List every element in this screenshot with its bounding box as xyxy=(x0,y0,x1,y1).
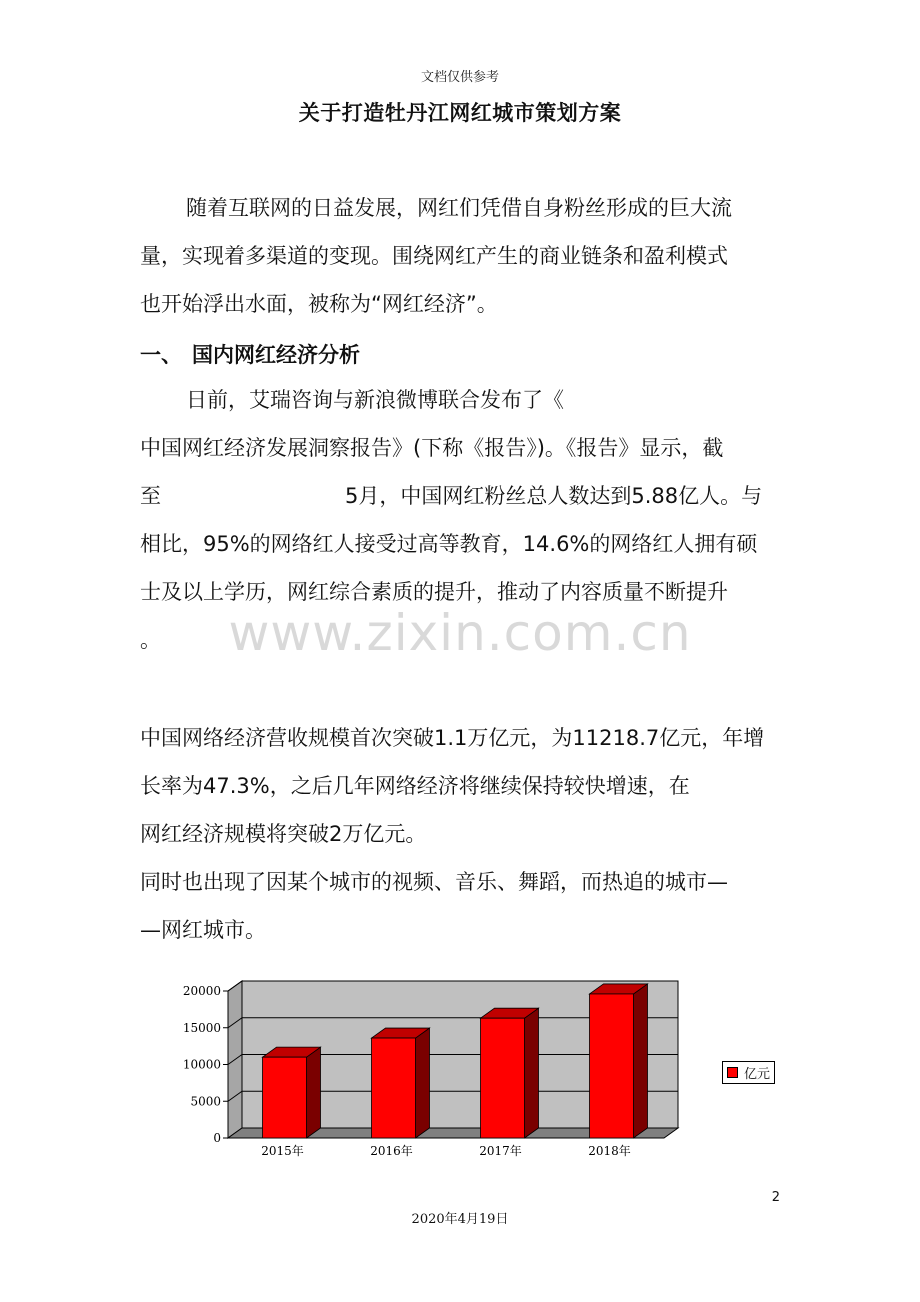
x-tick-label: 2015年 xyxy=(261,1144,304,1158)
chart-legend xyxy=(722,1061,775,1084)
bar xyxy=(372,1038,416,1138)
bar-side xyxy=(307,1047,321,1138)
bar-side xyxy=(634,984,648,1138)
footer-date: 2020年4月19日 xyxy=(411,1212,509,1227)
paragraph-line: —网红城市。 xyxy=(140,918,266,942)
bar-side xyxy=(525,1008,539,1138)
bar-chart xyxy=(180,972,700,1167)
legend-label: 亿元 xyxy=(744,1067,771,1082)
bar-side xyxy=(416,1028,430,1138)
paragraph-line: 中国网络经济营收规模首次突破1.1万亿元，为11218.7亿元，年增 xyxy=(140,726,765,750)
bar xyxy=(481,1018,525,1138)
legend-swatch xyxy=(727,1067,738,1078)
paragraph-line: 。 xyxy=(140,628,161,652)
y-tick-label: 15000 xyxy=(182,1020,221,1035)
paragraph-line: 士及以上学历，网红综合素质的提升，推动了内容质量不断提升 xyxy=(140,580,728,604)
y-tick-label: 0 xyxy=(213,1131,221,1145)
page-number: 2 xyxy=(771,1190,780,1205)
paragraph-line: 至 xyxy=(140,484,161,508)
document-title: 关于打造牡丹江网红城市策划方案 xyxy=(298,101,622,125)
section-title: 国内网红经济分析 xyxy=(192,343,360,367)
header-note: 文档仅供参考 xyxy=(420,70,499,85)
paragraph-line: 长率为47.3%，之后几年网络经济将继续保持较快增速，在 xyxy=(140,774,690,798)
paragraph-line: 量，实现着多渠道的变现。围绕网红产生的商业链条和盈利模式 xyxy=(140,244,728,268)
paragraph-line: 网红经济规模将突破2万亿元。 xyxy=(140,822,427,846)
watermark: www.zixin.com.cn xyxy=(228,604,692,662)
x-tick-label: 2017年 xyxy=(479,1144,522,1158)
y-tick-label: 5000 xyxy=(190,1094,221,1109)
paragraph-line: 随着互联网的日益发展，网红们凭借自身粉丝形成的巨大流 xyxy=(186,196,732,220)
paragraph-line: 5月，中国网红粉丝总人数达到5.88亿人。与 xyxy=(345,484,763,508)
bar xyxy=(263,1057,307,1138)
paragraph-line: 同时也出现了因某个城市的视频、音乐、舞蹈，而热追的城市— xyxy=(140,870,728,894)
paragraph-line: 也开始浮出水面，被称为“网红经济”。 xyxy=(140,292,498,316)
bar xyxy=(590,994,634,1138)
section-heading xyxy=(140,339,360,369)
y-tick-label: 10000 xyxy=(182,1057,221,1072)
section-number: 一、 xyxy=(140,343,182,367)
paragraph-line: 中国网红经济发展洞察报告》(下称《报告》)。《报告》显示，截 xyxy=(140,436,724,460)
x-tick-label: 2018年 xyxy=(588,1144,631,1158)
x-tick-label: 2016年 xyxy=(370,1144,413,1158)
y-tick-label: 20000 xyxy=(182,984,221,998)
paragraph-line: 日前，艾瑞咨询与新浪微博联合发布了《 xyxy=(186,388,564,412)
paragraph-line: 相比，95%的网络红人接受过高等教育，14.6%的网络红人拥有硕 xyxy=(140,532,758,556)
